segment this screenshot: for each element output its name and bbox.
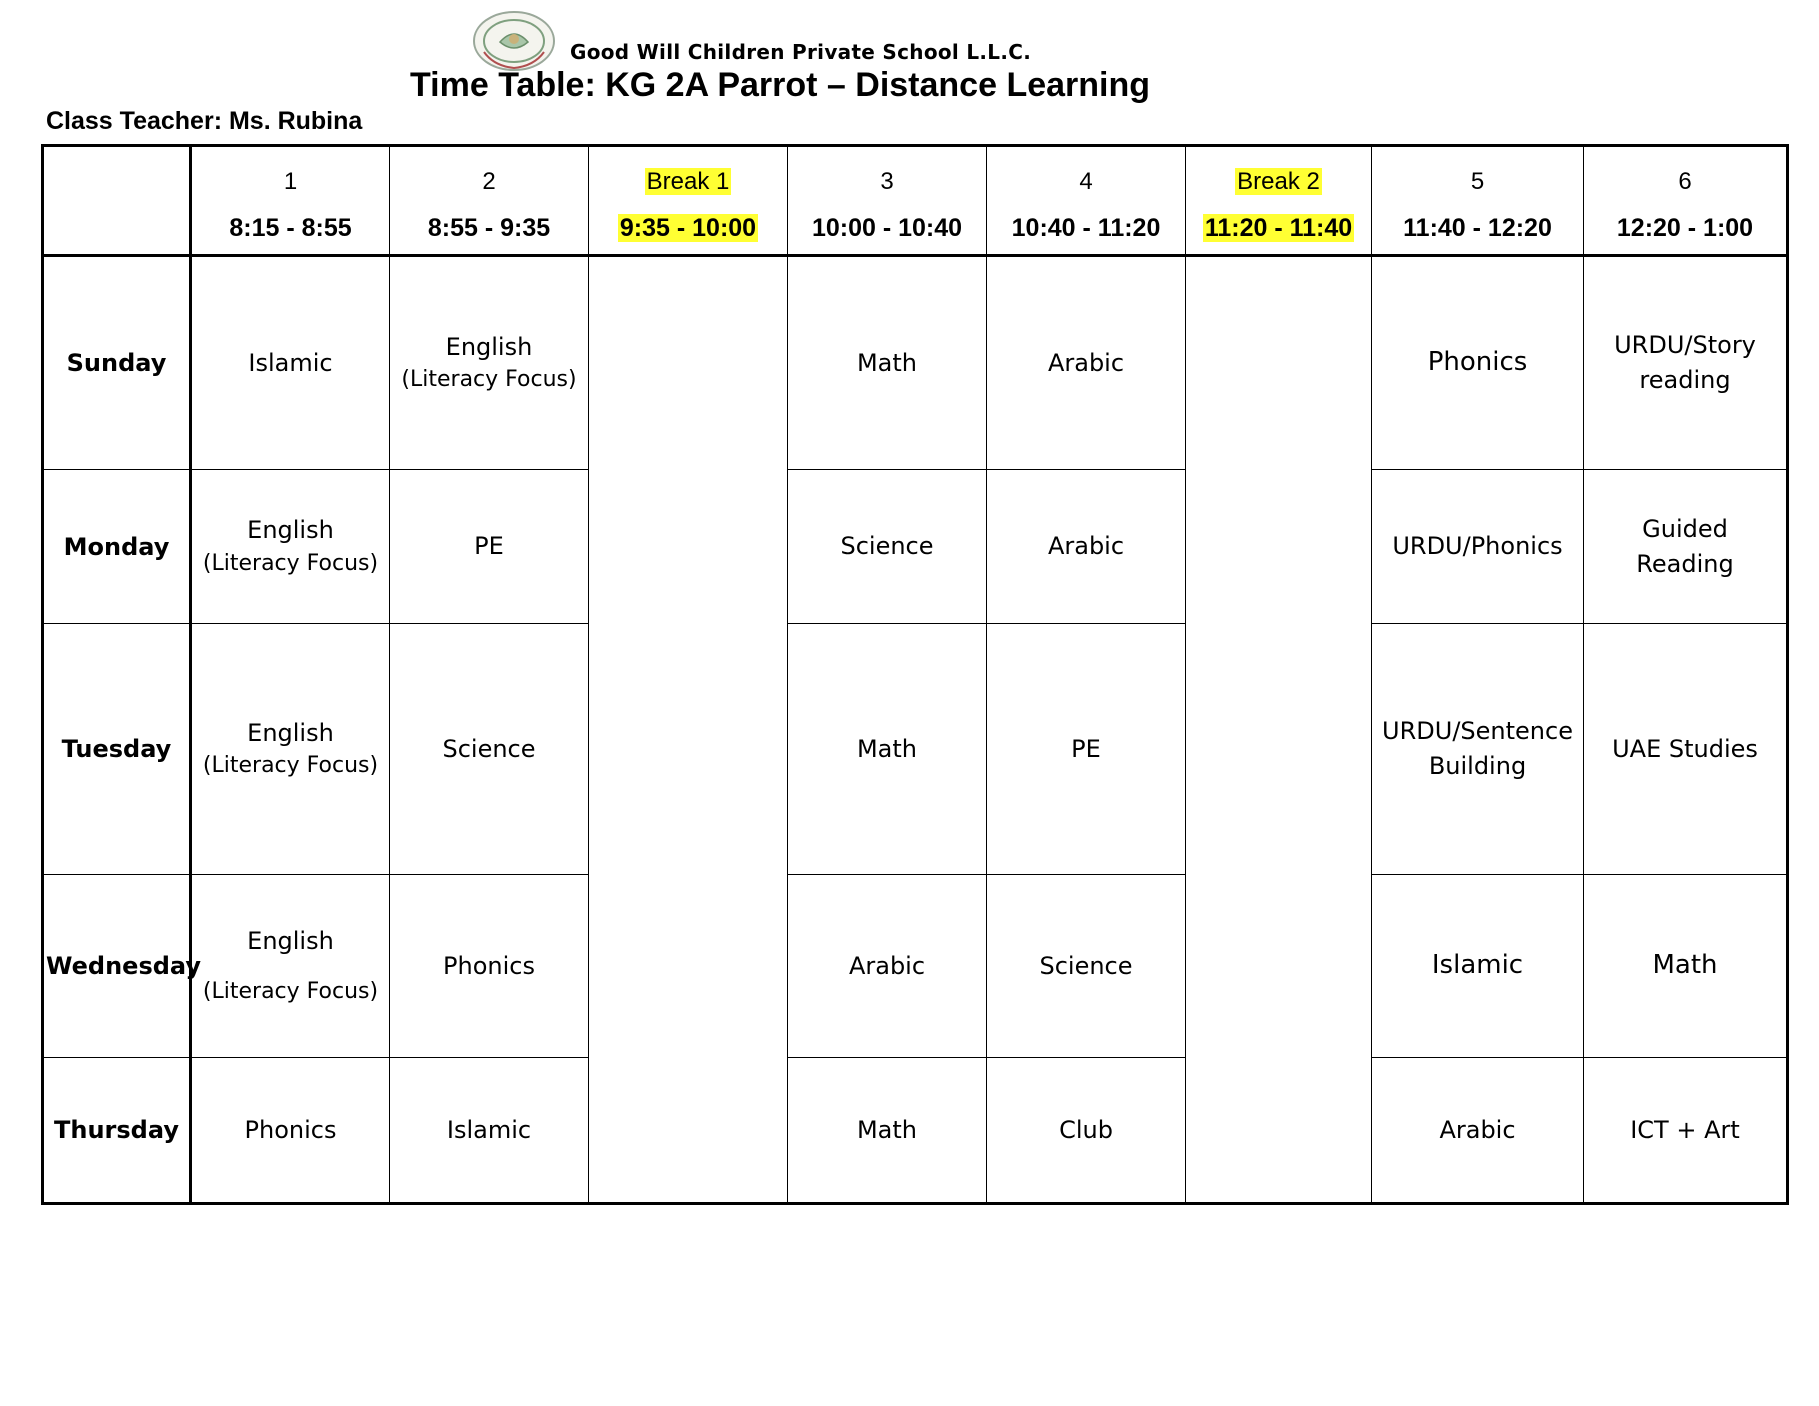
- period-number: 2: [482, 168, 496, 195]
- subject: Club: [1059, 1115, 1113, 1144]
- subject: English: [445, 332, 533, 361]
- subject: English: [247, 516, 334, 545]
- subject: URDU/Phonics: [1392, 532, 1563, 561]
- lesson-cell: [390, 256, 589, 470]
- lesson-cell: [788, 470, 987, 624]
- lesson-cell: [987, 1058, 1186, 1204]
- lesson-cell: [390, 875, 589, 1058]
- period-header: [191, 146, 390, 256]
- period-number: 4: [1079, 168, 1093, 195]
- subject: Islamic: [1431, 950, 1524, 981]
- period-time: 11:40 - 12:20: [1403, 214, 1552, 242]
- subject: Guided: [1642, 514, 1728, 543]
- subject-note: (Literacy Focus): [401, 367, 577, 393]
- lesson-cell: [390, 624, 589, 875]
- lesson-cell: [390, 470, 589, 624]
- header-row: [43, 146, 1788, 256]
- break-label: Break 1: [646, 168, 730, 195]
- lesson-cell: [1372, 875, 1584, 1058]
- break-time: 11:20 - 11:40: [1204, 214, 1353, 242]
- subject-note: Reading: [1636, 549, 1734, 578]
- class-teacher: Class Teacher: Ms. Rubina: [46, 107, 363, 135]
- lesson-cell: [1584, 256, 1788, 470]
- day-row: [43, 1058, 1788, 1204]
- lesson-cell: [390, 1058, 589, 1204]
- subject: Math: [1652, 950, 1718, 981]
- subject: Phonics: [244, 1115, 337, 1144]
- lesson-cell: [788, 1058, 987, 1204]
- subject: Science: [840, 532, 934, 561]
- school-name: Good Will Children Private School L.L.C.: [570, 40, 1032, 64]
- day-row: [43, 875, 1788, 1058]
- page-title: Time Table: KG 2A Parrot – Distance Learning: [410, 66, 1151, 104]
- subject: Science: [442, 734, 536, 763]
- subject: Arabic: [848, 951, 926, 980]
- break-header: [589, 146, 788, 256]
- subject: URDU/Story: [1614, 331, 1756, 360]
- lesson-cell: [1372, 1058, 1584, 1204]
- day-row: [43, 256, 1788, 470]
- period-number: 3: [880, 168, 894, 195]
- subject: UAE Studies: [1612, 734, 1758, 763]
- subject: PE: [1071, 734, 1101, 763]
- subject: Arabic: [1439, 1115, 1516, 1144]
- period-header: [788, 146, 987, 256]
- lesson-cell: [987, 256, 1186, 470]
- subject: Phonics: [443, 951, 535, 980]
- lesson-cell: [987, 875, 1186, 1058]
- subject: Math: [856, 734, 918, 763]
- subject: English: [247, 926, 334, 955]
- subject: Phonics: [1427, 347, 1528, 378]
- lesson-cell: [788, 875, 987, 1058]
- period-number: 1: [283, 168, 298, 195]
- subject: Arabic: [1047, 532, 1125, 561]
- subject: Math: [856, 1115, 918, 1144]
- break-time: 9:35 - 10:00: [619, 214, 757, 242]
- lesson-cell: [191, 624, 390, 875]
- lesson-cell: [788, 624, 987, 875]
- period-time: 10:00 - 10:40: [811, 214, 963, 242]
- subject: Islamic: [446, 1115, 532, 1144]
- day-row: [43, 470, 1788, 624]
- subject-note: (Literacy Focus): [202, 753, 379, 779]
- lesson-cell: [191, 1058, 390, 1204]
- lesson-cell: [1372, 624, 1584, 875]
- subject: Math: [856, 348, 918, 377]
- subject: PE: [474, 532, 504, 561]
- day-label: Sunday: [43, 256, 191, 470]
- period-time: 12:20 - 1:00: [1616, 214, 1754, 242]
- subject-note: Building: [1428, 752, 1527, 780]
- break-1-column: [589, 256, 788, 1204]
- lesson-cell: [987, 470, 1186, 624]
- subject: Science: [1039, 951, 1133, 980]
- lesson-cell: [1372, 470, 1584, 624]
- day-label: Wednesday: [43, 875, 191, 1058]
- lesson-cell: [987, 624, 1186, 875]
- period-time: 8:55 - 9:35: [427, 214, 551, 242]
- lesson-cell: [1584, 470, 1788, 624]
- period-header: [1372, 146, 1584, 256]
- subject: Arabic: [1047, 348, 1125, 377]
- day-label: Monday: [43, 470, 191, 624]
- period-header: [987, 146, 1186, 256]
- lesson-cell: [1584, 624, 1788, 875]
- subject: Islamic: [248, 348, 333, 377]
- school-crest-icon: [470, 8, 558, 74]
- period-number: 5: [1470, 168, 1485, 195]
- lesson-cell: [1584, 1058, 1788, 1204]
- break-label: Break 2: [1237, 168, 1320, 195]
- break-2-column: [1186, 256, 1372, 1204]
- lesson-cell: [788, 256, 987, 470]
- subject-note: (Literacy Focus): [202, 550, 379, 576]
- lesson-cell: [1584, 875, 1788, 1058]
- subject: English: [247, 718, 334, 747]
- period-header: [1584, 146, 1788, 256]
- day-label: Tuesday: [43, 624, 191, 875]
- period-header: [390, 146, 589, 256]
- period-number: 6: [1678, 168, 1692, 195]
- corner-cell: [43, 146, 191, 256]
- subject: URDU/Sentence: [1382, 717, 1573, 746]
- period-time: 8:15 - 8:55: [229, 214, 352, 242]
- subject-note: (Literacy Focus): [202, 979, 379, 1005]
- lesson-cell: [1372, 256, 1584, 470]
- lesson-cell: [191, 875, 390, 1058]
- break-header: [1186, 146, 1372, 256]
- day-row: [43, 624, 1788, 875]
- period-time: 10:40 - 11:20: [1011, 214, 1161, 242]
- lesson-cell: [191, 470, 390, 624]
- day-label: Thursday: [43, 1058, 191, 1204]
- subject-note: reading: [1639, 366, 1731, 394]
- timetable: [41, 144, 1789, 1205]
- subject: ICT + Art: [1630, 1115, 1740, 1144]
- lesson-cell: [191, 256, 390, 470]
